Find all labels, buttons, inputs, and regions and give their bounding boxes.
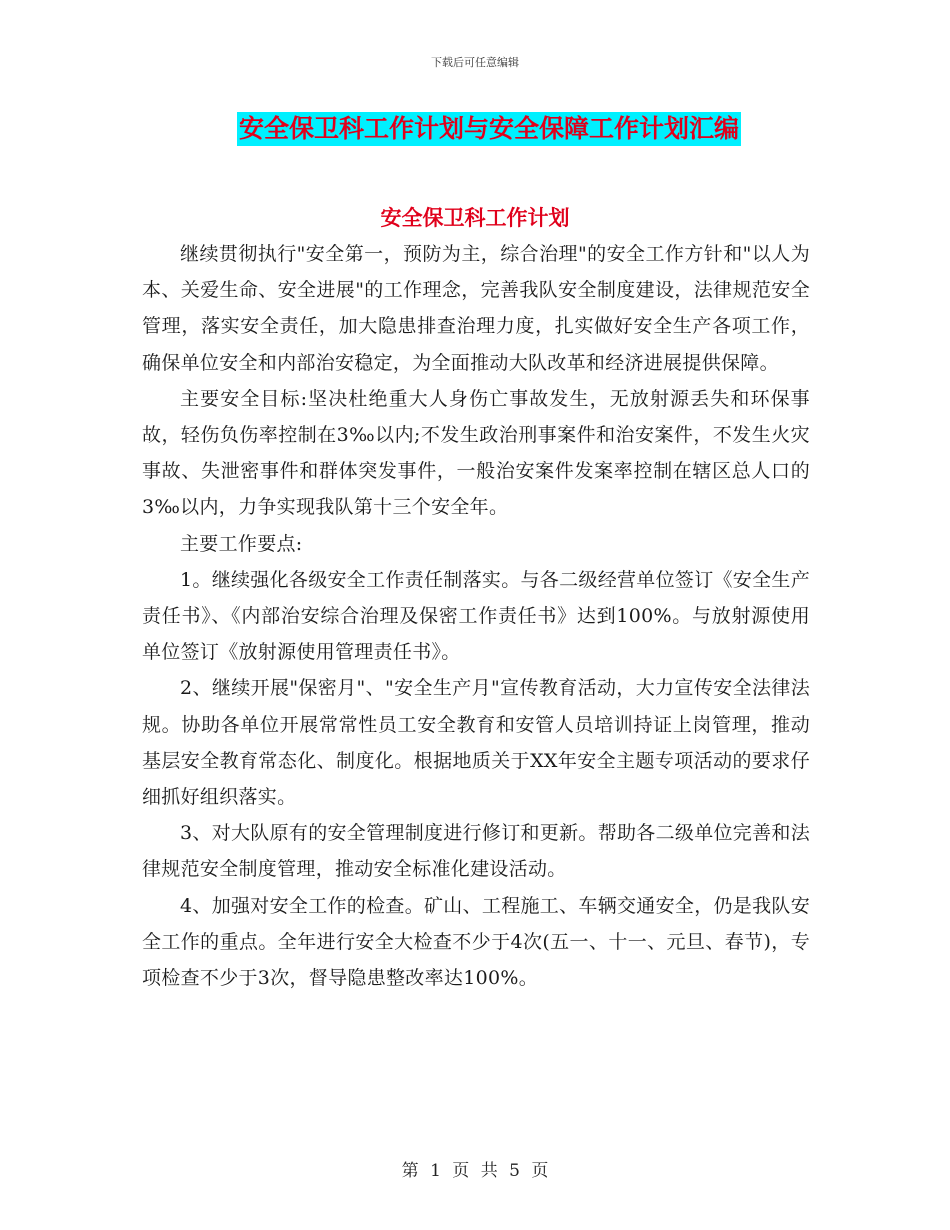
paragraph-work-points-heading: 主要工作要点: bbox=[180, 532, 303, 555]
section-title: 安全保卫科工作计划 bbox=[380, 206, 570, 230]
paragraph-item-1: 1。继续强化各级安全工作责任制落实。与各二级经营单位签订《安全生产责任书》、《内部治安综合治理及保密工作责任书》达到100%。与放射源使用单位签订《放射源使用管理责任书》。 bbox=[142, 568, 810, 664]
paragraph-item-2: 2、继续开展"保密月"、"安全生产月"宣传教育活动，大力宣传安全法律法规。协助各单位开展常常性员工安全教育和安管人员培训持证上岗管理，推动基层安全教育常态化、制度化。根据地质关于XX年安全主题专项活动的要求仔细抓好组织落实。 bbox=[142, 677, 810, 809]
paragraph-item-4: 4、加强对安全工作的检查。矿山、工程施工、车辆交通安全，仍是我队安全工作的重点。全年进行安全大检查不少于4次(五一、十一、元旦、春节)，专项检查不少于3次，督导隐患整改率达100%。 bbox=[142, 894, 810, 990]
document-body bbox=[142, 220, 810, 996]
document-title: 安全保卫科工作计划与安全保障工作计划汇编 bbox=[237, 112, 741, 146]
paragraph-item-3: 3、对大队原有的安全管理制度进行修订和更新。帮助各二级单位完善和法律规范安全制度管理，推动安全标准化建设活动。 bbox=[142, 822, 810, 881]
page-number-footer: 第 1 页 共 5 页 bbox=[401, 1161, 549, 1181]
paragraph-intro: 继续贯彻执行"安全第一，预防为主，综合治理"的安全工作方针和"以人为本、关爱生命、安全进展"的工作理念，完善我队安全制度建设，法律规范安全管理，落实安全责任，加大隐患排查治理力度，扎实做好安全生产各项工作，确保单位安全和内部治安稳定，为全面推动大队改革和经济进展提供保障。 bbox=[142, 243, 810, 374]
paragraph-safety-goals: 主要安全目标:坚决杜绝重大人身伤亡事故发生，无放射源丢失和环保事故，轻伤负伤率控制在3‰以内;不发生政治刑事案件和治安案件，不发生火灾事故、失泄密事件和群体突发事件，一般治安案件发案率控制在辖区总人口的3‰以内，力争实现我队第十三个安全年。 bbox=[142, 387, 810, 519]
document-title-container bbox=[0, 112, 950, 146]
header-note: 下载后可任意编辑 bbox=[431, 56, 519, 69]
